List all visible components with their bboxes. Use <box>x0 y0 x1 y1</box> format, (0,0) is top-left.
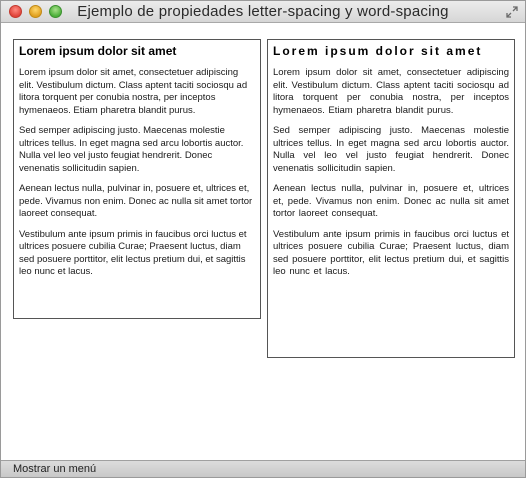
status-bar[interactable] <box>1 460 525 477</box>
fullscreen-icon[interactable] <box>505 5 519 19</box>
right-text-panel <box>267 39 515 358</box>
right-paragraph-3: Aenean lectus nulla, pulvinar in, posuere et, ultrices et, pede. Vivamus non enim. Donec ac nulla sit amet tortor laoreet consequat. <box>273 183 509 219</box>
right-paragraph-2: Sed semper adipiscing justo. Maecenas molestie ultrices tellus. In eget magna sed arcu lobortis auctor. Nulla vel leo vel justo feugiat hendrerit. Donec venenatis sollicitudin sapien. <box>273 125 509 174</box>
window-title: Ejemplo de propiedades letter-spacing y word-spacing <box>77 3 449 20</box>
left-paragraph-3: Aenean lectus nulla, pulvinar in, posuere et, ultrices et, pede. Vivamus non enim. Donec ac nulla sit amet tortor laoreet consequat. <box>19 183 253 219</box>
title-bar[interactable] <box>1 1 525 23</box>
show-menu-label[interactable]: Mostrar un menú <box>13 463 97 475</box>
left-panel-heading: Lorem ipsum dolor sit amet <box>19 44 177 58</box>
left-paragraph-4: Vestibulum ante ipsum primis in faucibus orci luctus et ultrices posuere cubilia Curae; Praesent luctus, diam sed posuere porttitor, elit lectus pretium dui, et sagittis leo nunc et lacus. <box>19 228 247 277</box>
right-paragraph-1: Lorem ipsum dolor sit amet, consectetuer adipiscing elit. Vestibulum dictum. Class aptent taciti sociosqu ad litora torquent per conubia nostra, per inceptos hymenaeos. Etiam pharetra blandit purus. <box>273 67 509 116</box>
right-panel-heading: Lorem ipsum dolor sit amet <box>273 44 483 58</box>
left-paragraph-2: Sed semper adipiscing justo. Maecenas molestie ultrices tellus. In eget magna sed arcu lobortis auctor. Nulla vel leo vel justo feugiat hendrerit. Donec venenatis sollicitudin sapien. <box>19 125 244 174</box>
left-paragraph-1: Lorem ipsum dolor sit amet, consectetuer adipiscing elit. Vestibulum dictum. Class aptent taciti sociosqu ad litora torquent per conubia nostra, per inceptos hymenaeos. Etiam pharetra blandit purus. <box>19 67 248 116</box>
right-paragraph-4: Vestibulum ante ipsum primis in faucibus orci luctus et ultrices posuere cubilia Curae; Praesent luctus, diam sed posuere porttitor, elit lectus pretium dui, et sagittis leo nunc et lacus. <box>273 228 509 277</box>
content-area <box>1 24 525 462</box>
left-text-panel <box>13 39 261 319</box>
